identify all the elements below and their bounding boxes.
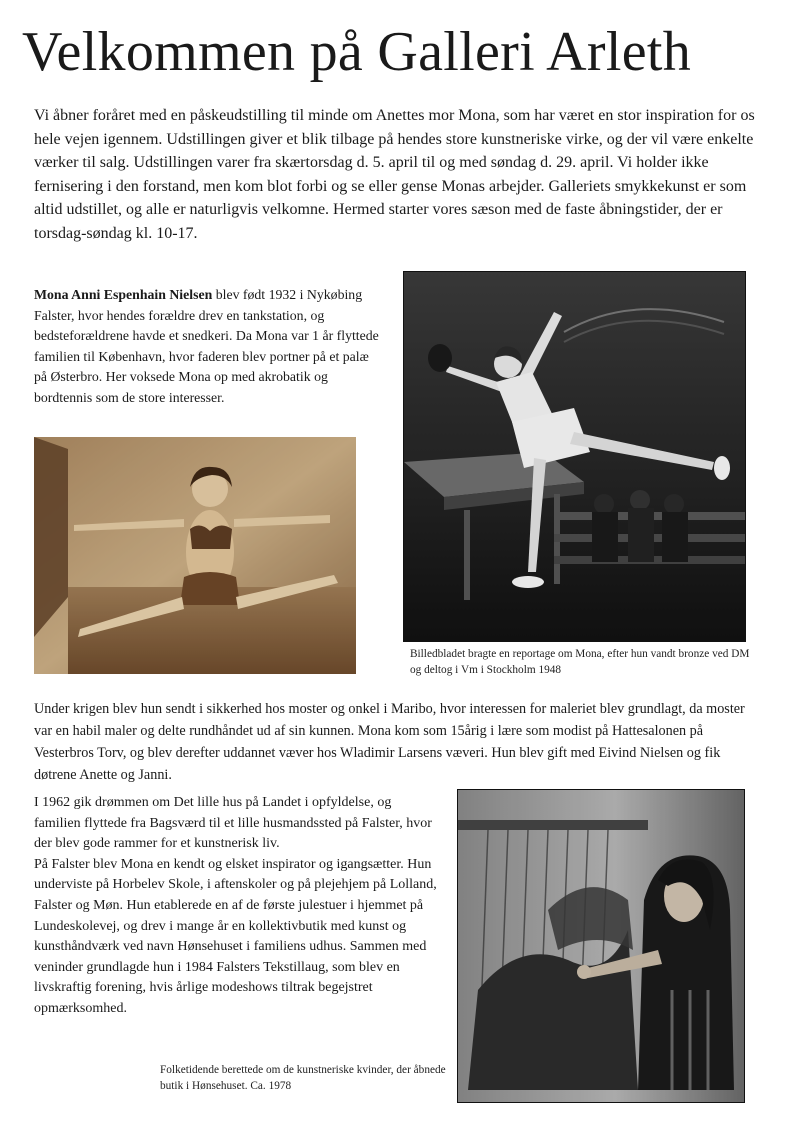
photo-mona-table-tennis-image (404, 272, 745, 641)
photo-mona-weaving (457, 789, 745, 1103)
later-life-p2: På Falster blev Mona en kendt og elsket inspirator og igangsætter. Hun underviste på Horbelev Skole, i aftenskoler og på plejehjem på Lolland, Falster og Møn. Hun etablerede en af de første julestuer i hjemmet på Lundeskolevej, og drev i mange år en kollektivbutik med kunst og kunsthåndværk ved navn Hønsehuset i familiens udhus. Sammen med veninder grundlagde hun i 1984 Falsters Tekstillaug, som blev en livskraftig forening, hvis årlige modeshows tiltrak begejstret opmærksomhed. (34, 856, 437, 1016)
caption-table-tennis: Billedbladet bragte en reportage om Mona, efter hun vandt bronze ved DM og deltog i Vm i Stockholm 1948 (410, 648, 750, 676)
bio-name: Mona Anni Espenhain Nielsen (34, 287, 213, 302)
caption-weaving: Folketidende berettede om de kunstneriske kvinder, der åbnede butik i Hønsehuset. Ca. 1978 (160, 1064, 446, 1092)
intro-paragraph: Vi åbner foråret med en påskeudstilling til minde om Anettes mor Mona, som har været en stor inspiration for os hele vejen igennem. Udstillingen giver et blik tilbage på hendes store kunstneriske virke, og der vil være enkelte værker til salg. Udstillingen varer fra skærtorsdag d. 5. april til og med søndag d. 29. april. Vi holder ikke fernisering i den forstand, men kom blot forbi og se eller gense Monas arbejder. Galleriets smykkekunst er som altid udstillet, og alle er naturligvis velkomne. Hermed starter vores sæson med de faste åbningstider, der er torsdag-søndag kl. 10-17. (34, 107, 755, 242)
war-paragraph: Under krigen blev hun sendt i sikkerhed hos moster og onkel i Maribo, hvor interessen for maleriet blev grundlagt, da moster var en habil maler og delte rundhåndet ud af sin kunnen. Mona kom som 15årig i lære som modist på Hattesalonen på Vesterbros Torv, og blev derefter uddannet væver hos Wladimir Larsens væveri. Hun blev gift med Eivind Nielsen og fik døtrene Anette og Janni. (34, 701, 745, 783)
photo-mona-splits-image (34, 437, 356, 674)
photo-mona-weaving-image (458, 790, 744, 1102)
bio-paragraph (34, 285, 384, 409)
photo-mona-table-tennis (403, 271, 746, 642)
later-life-paragraph (34, 793, 439, 1020)
photo-mona-splits (34, 437, 356, 674)
page-title: Velkommen på Galleri Arleth (22, 21, 692, 83)
later-life-p1: I 1962 gik drømmen om Det lille hus på Landet i opfyldelse, og familien flyttede fra Bagsværd til et lille husmandssted på Falster, hvor der blev gode rammer for et kunstnerisk liv. (34, 795, 432, 852)
bio-text: blev født 1932 i Nykøbing Falster, hvor hendes forældre drev en tankstation, og bedsteforældrene havde et snedkeri. Da Mona var 1 år flyttede familien til København, hvor faderen blev portner på et palæ på Østerbro. Her voksede Mona op med akrobatik og bordtennis som de store interesser. (34, 287, 379, 405)
